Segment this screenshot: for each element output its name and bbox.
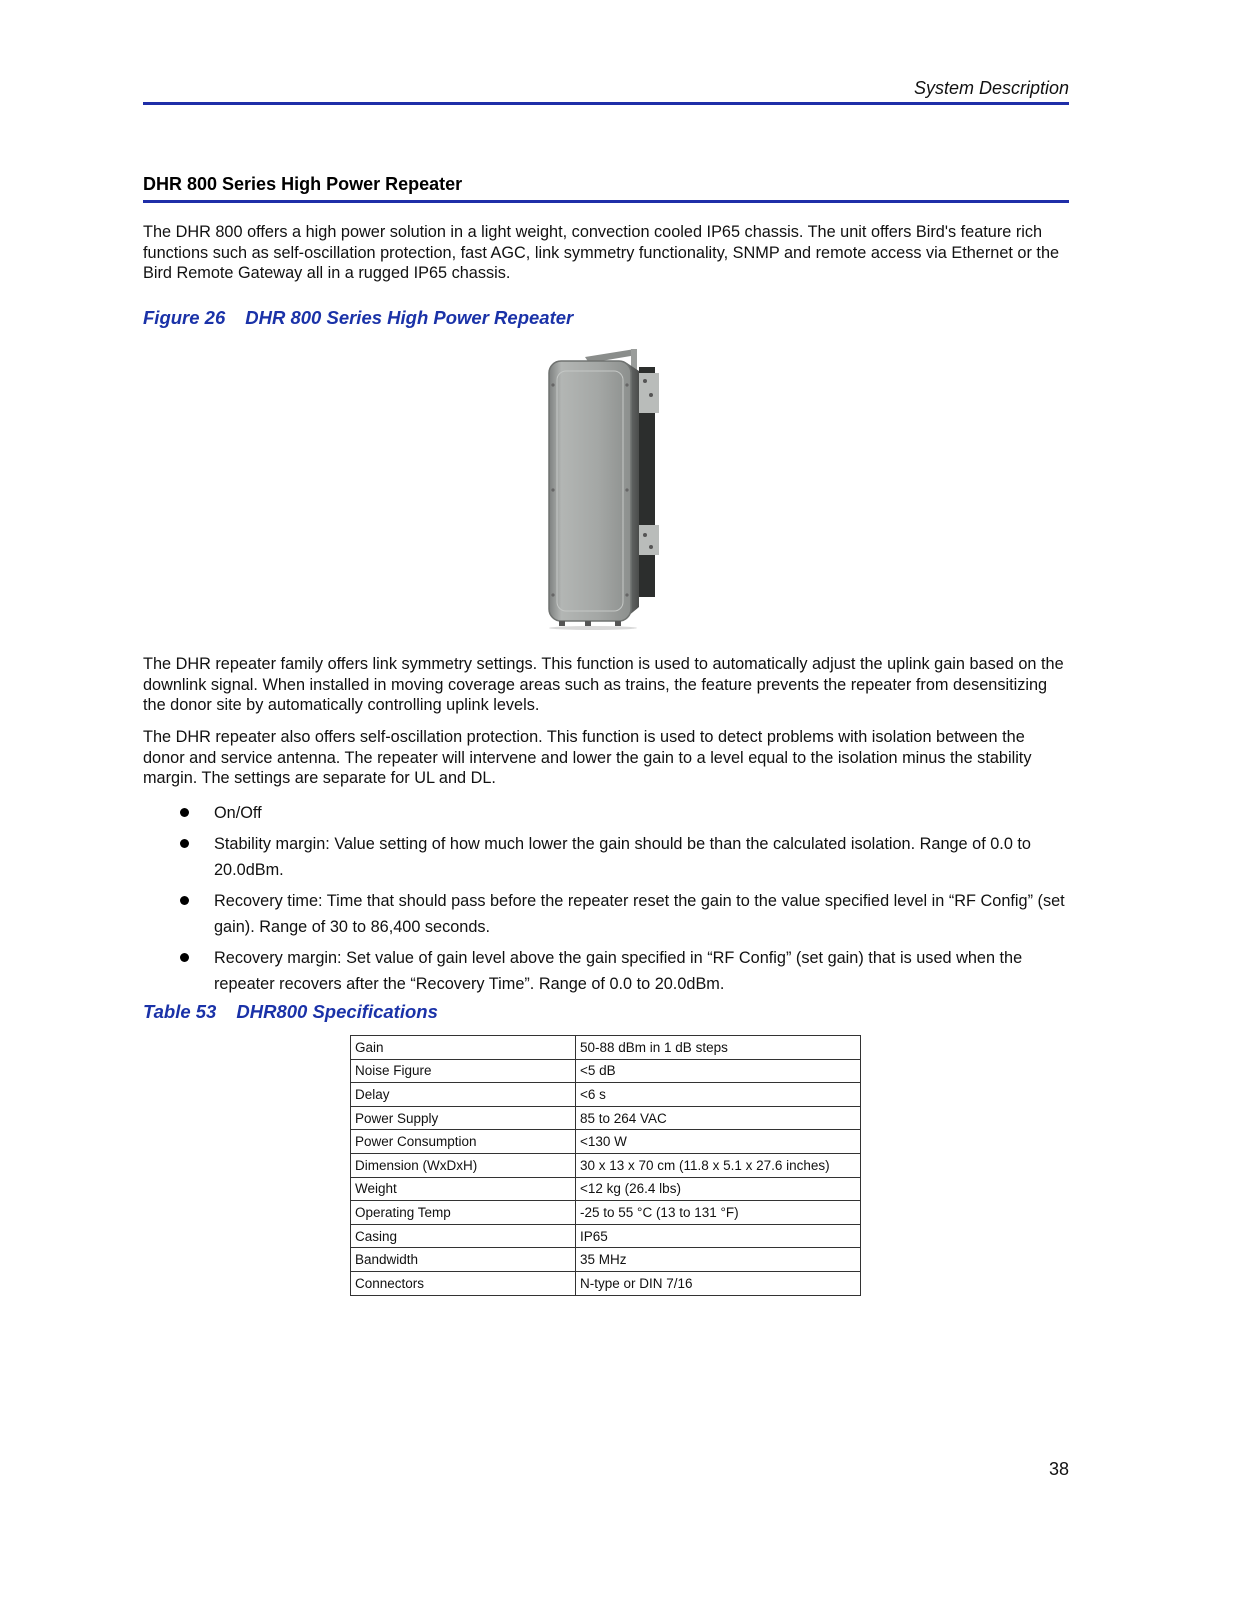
table-row: Delay <6 s [351, 1083, 861, 1107]
settings-list [143, 800, 1083, 1002]
figure-number: Figure 26 [143, 307, 226, 328]
specifications-table [350, 1035, 861, 1296]
link-symmetry-paragraph: The DHR repeater family offers link symmetry settings. This function is used to automatically adjust the uplink gain based on the downlink signal. When installed in moving coverage areas such as trains, the feature prevents the repeater from desensitizing the donor site by automatically controlling uplink levels. [143, 655, 1064, 714]
bullet-icon [180, 839, 189, 848]
section-rule [143, 200, 1069, 203]
list-item: Recovery time: Time that should pass before the repeater reset the gain to the value specified level in “RF Config” (set gain). Range of 30 to 86,400 seconds. [143, 888, 1083, 941]
table-row: Operating Temp -25 to 55 °C (13 to 131 °F) [351, 1201, 861, 1225]
bullet-icon [180, 896, 189, 905]
table-row: Power Supply 85 to 264 VAC [351, 1106, 861, 1130]
list-item: Stability margin: Value setting of how much lower the gain should be than the calculated isolation. Range of 0.0 to 20.0dBm. [143, 831, 1083, 884]
table-row: Connectors N-type or DIN 7/16 [351, 1271, 861, 1295]
page-number: 38 [1048, 1459, 1069, 1479]
table-row: Bandwidth 35 MHz [351, 1248, 861, 1272]
table-row: Power Consumption <130 W [351, 1130, 861, 1154]
list-item: Recovery margin: Set value of gain level above the gain specified in “RF Config” (set gain) that is used when the repeater recovers after the “Recovery Time”. Range of 0.0 to 20.0dBm. [143, 945, 1083, 998]
figure-caption [143, 307, 573, 329]
oscillation-paragraph: The DHR repeater also offers self-oscillation protection. This function is used to detect problems with isolation between the donor and service antenna. The repeater will intervene and lower the gain to a level equal to the isolation minus the stability margin. The settings are separate for UL and DL. [143, 728, 1032, 787]
bullet-icon [180, 953, 189, 962]
figure-title: DHR 800 Series High Power Repeater [245, 307, 574, 328]
table-row: Gain 50-88 dBm in 1 dB steps [351, 1036, 861, 1060]
running-header: System Description [913, 78, 1069, 98]
repeater-unit-photo [535, 345, 675, 630]
table-title: DHR800 Specifications [236, 1001, 438, 1022]
table-row: Casing IP65 [351, 1224, 861, 1248]
bullet-icon [180, 808, 189, 817]
table-row: Noise Figure <5 dB [351, 1059, 861, 1083]
table-row: Weight <12 kg (26.4 lbs) [351, 1177, 861, 1201]
intro-paragraph: The DHR 800 offers a high power solution in a light weight, convection cooled IP65 chassis. The unit offers Bird's feature rich functions such as self-oscillation protection, fast AGC, link symmetry functionality, SNMP and remote access via Ethernet or the Bird Remote Gateway all in a rugged IP65 chassis. [143, 223, 1060, 282]
section-title: DHR 800 Series High Power Repeater [143, 174, 463, 194]
list-item: On/Off [143, 800, 1083, 827]
table-row: Dimension (WxDxH) 30 x 13 x 70 cm (11.8 x 5.1 x 27.6 inches) [351, 1153, 861, 1177]
header-rule [143, 102, 1069, 105]
table-number: Table 53 [143, 1001, 217, 1022]
table-caption [143, 1001, 438, 1023]
